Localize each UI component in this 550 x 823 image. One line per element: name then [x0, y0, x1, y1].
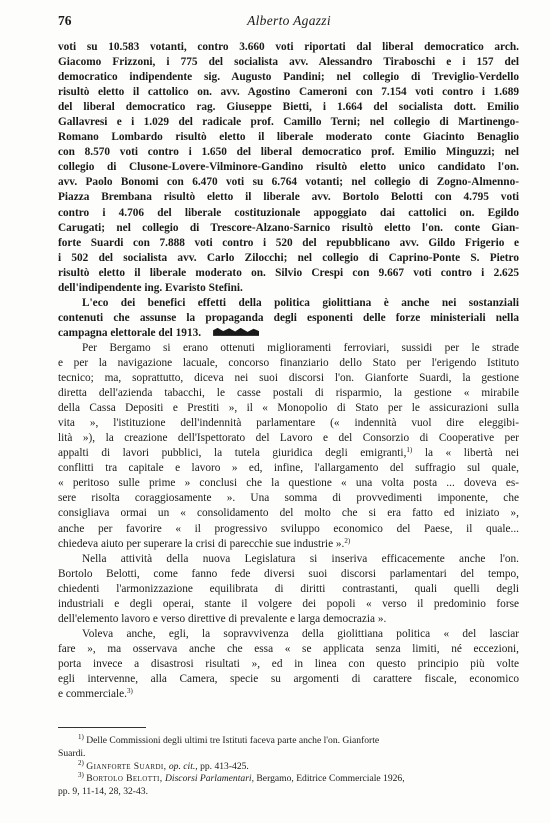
text-line: egli intervenne, alla Camera, specie su argomenti di carattere fiscale, economico	[58, 672, 519, 685]
body-text	[58, 40, 519, 702]
text-line: L'eco dei benefici effetti della politica giolittiana è anche nei sostanziali	[82, 296, 519, 309]
text-line: con 8.570 voti contro i 1.650 del liberal democratico prof. Emilio Minguzzi; nel	[58, 146, 519, 159]
footnote-text: pp. 9, 11-14, 28, 32-43.	[58, 786, 148, 798]
text-line: Voleva anche, egli, la sopravvivenza della giolittiana politica « del lasciar	[82, 627, 519, 640]
paragraph-2	[58, 296, 519, 341]
text-line: Bortolo Belotti, come fanno fede diversi suoi discorsi parlamentari del tempo,	[58, 567, 519, 580]
paragraph-3	[58, 341, 519, 552]
text-line: consigliava ormai un « consolidamento del molto che si era fatto ed iniziato »,	[58, 507, 519, 520]
footnote-marker: 2)	[78, 758, 84, 767]
footnote-1	[58, 735, 519, 761]
footnote-text: Bergamo, Editrice Commerciale 1926,	[256, 773, 405, 785]
footnote-author: Bortolo Belotti,	[86, 773, 163, 785]
ink-mark	[201, 327, 279, 337]
text-line	[58, 446, 519, 461]
text-fragment: appalti di lavori pubblici, la tutela giuridica degli emigranti,	[58, 447, 407, 460]
footnote-work-title: op. cit.,	[168, 760, 198, 772]
text-line: anche per favorire « il progressivo sviluppo economico del Paese, il quale...	[58, 522, 519, 535]
text-line: vita », l'istituzione dell'indennità parlamentare (« indennità vuol dire eleggibi-	[58, 417, 519, 430]
footnote-text: Delle Commissioni degli ultimi tre Istituti faceva parte anche l'on. Gianforte	[86, 735, 380, 746]
text-line: Gallavresi e i 1.029 del radicale prof. Camillo Terni; nel collegio di Martinengo-	[58, 116, 519, 129]
text-line: contenuti che assunse la propaganda degli esponenti delle forze ministeriali nella	[58, 311, 519, 324]
text-line: Piazza Brembana risultò eletto il liberale avv. Bortolo Belotti con 4.795 voti	[58, 191, 519, 204]
footnote-marker: 3)	[78, 771, 84, 780]
footnote-ref: 1)	[406, 446, 413, 455]
text-line: avv. Paolo Bonomi con 6.470 voti su 6.764 votanti; nel collegio di Zogno-Almenno-	[58, 176, 519, 189]
footnote-marker: 1)	[78, 733, 84, 741]
text-line: sere risolta coraggiosamente ». Una somma di provvedimenti imponente, che	[58, 492, 519, 505]
text-line: conflitti tra capitale e lavoro » ed, infine, l'allargamento del suffragio sul quale,	[58, 462, 519, 475]
text-line: i 502 del socialista avv. Carlo Zilocchi; nel collegio di Caprino-Ponte S. Pietro	[58, 251, 519, 264]
footnote-ref: 2)	[344, 536, 351, 545]
text-line	[58, 687, 519, 702]
text-line	[58, 326, 519, 341]
text-fragment: campagna elettorale del 1913.	[58, 326, 202, 339]
text-line: del liberal democratico rag. Giuseppe Bietti, i 1.664 del socialista dott. Emilio	[58, 101, 519, 114]
text-line: collegio di Clusone-Lovere-Vilminore-Gandino risultò eletto unico candidato l'on.	[58, 161, 519, 174]
footnote-text: Suardi.	[58, 747, 86, 759]
text-line: Romano Lombardo risultò eletto il liberale moderato conte Giacinto Benaglio	[58, 131, 519, 144]
text-line: industriali e degli operai, stante il volgere dei popoli « verso il predominio forse	[58, 597, 519, 610]
text-line: Giacomo Frizzoni, i 775 del socialista avv. Alessandro Tiraboschi e i 157 del	[58, 56, 519, 69]
paragraph-4	[58, 552, 519, 627]
footnotes	[58, 735, 519, 799]
footnote-text: pp. 413-425.	[200, 760, 249, 772]
text-line	[58, 537, 519, 552]
text-line: contro i 4.706 del liberale costituzionale appoggiato dai cattolici on. Egildo	[58, 206, 519, 219]
text-line: dell'elemento lavoro e verso direttive di prevalente e larga democrazia ».	[58, 612, 387, 625]
text-line: e per la navigazione lacuale, concorso finanziario dello Stato per l'erigendo Istituto	[58, 356, 519, 369]
text-line: forte Suardi con 7.888 voti contro i 520 del repubblicano avv. Gildo Frigerio e	[58, 236, 519, 249]
footnote-2	[58, 758, 519, 774]
text-line: porta invece a disastrosi risultati », ed in linea con questo principio più volte	[58, 657, 519, 670]
text-line: chiedenti l'armonizzazione equilibrata di diritti contrastanti, quali quelli degli	[58, 582, 519, 595]
footnote-ref: 3)	[127, 687, 133, 696]
footnote-work-title: Discorsi Parlamentari,	[164, 773, 254, 785]
paragraph-5	[58, 627, 519, 702]
text-line: della Cassa Depositi e Prestiti », il « Monopolio di Stato per le assicurazioni sulla	[58, 402, 519, 415]
text-line: democratico indipendente sig. Augusto Pandini; nel collegio di Treviglio-Verdello	[58, 71, 519, 84]
footnote-author: Gianforte Suardi,	[86, 760, 167, 772]
footnote-divider	[58, 727, 146, 728]
text-line: tecnico; ma, soprattutto, diceva nei suoi discorsi l'on. Gianforte Suardi, la gestione	[58, 372, 519, 385]
text-line: diretta dell'azienda tabacchi, le casse postali di risparmio, la gestione « mirabile	[58, 387, 519, 400]
text-fragment: chiedeva aiuto per superare la crisi di parecchie sue industrie ».	[58, 537, 345, 550]
text-line: Carugati; nel collegio di Trescore-Alzano-Sarnico risultò eletto l'on. conte Gian-	[58, 221, 519, 234]
text-line: lità »), la creazione dell'Ispettorato del Lavoro e del Consorzio di Cooperative per	[58, 432, 519, 445]
text-line: risultò eletto il cattolico on. avv. Agostino Cameroni con 7.154 voti contro i 1.689	[58, 86, 519, 99]
text-line: voti su 10.583 votanti, contro 3.660 voti riportati dal liberal democratico arch.	[58, 41, 519, 53]
text-line: « peritoso sulle prime » conclusi che la questione « una volta posta ... doveva es-	[58, 477, 519, 490]
running-title: Alberto Agazzi	[247, 13, 331, 28]
page-header	[58, 13, 520, 31]
text-line: Nella attività della nuova Legislatura si inseriva efficacemente anche l'on.	[82, 552, 519, 565]
footnote-3	[58, 773, 519, 799]
text-fragment: la « libertà nei	[412, 447, 519, 460]
text-line: dell'indipendente ing. Evaristo Stefini.	[58, 281, 243, 294]
paragraph-1	[58, 40, 519, 296]
page-number: 76	[58, 13, 72, 28]
text-line: Per Bergamo si erano ottenuti miglioramenti ferroviari, sussidi per le strade	[82, 341, 519, 354]
text-line: risultò eletto il liberale moderato on. Silvio Crespi con 9.667 voti contro i 2.625	[58, 266, 519, 279]
text-line: fare », ma osservava anche che essa « se applicata senza limiti, né eccezioni,	[58, 642, 519, 655]
text-fragment: e commerciale.	[58, 688, 127, 701]
